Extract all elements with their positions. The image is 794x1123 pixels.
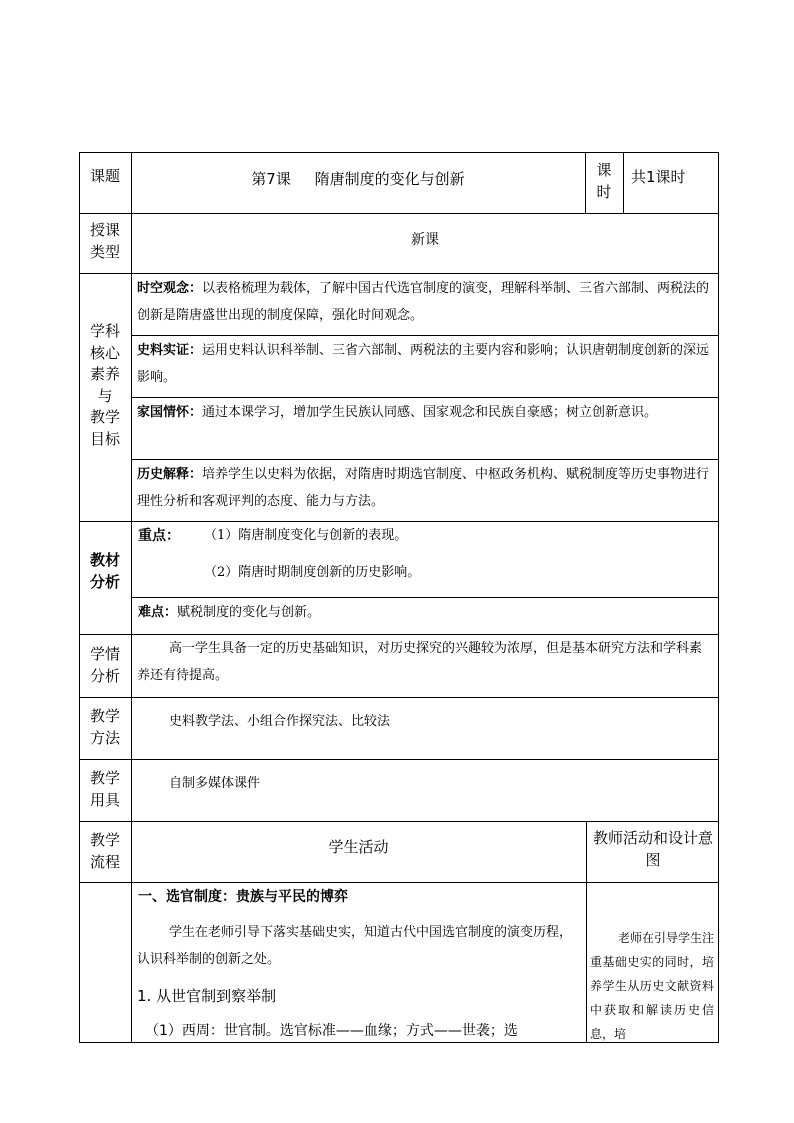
- topic-label: 课题: [89, 167, 120, 185]
- goal-item: [137, 275, 711, 329]
- student-analysis-text: 高一学生具备一定的历史基础知识，对历史探究的兴趣较为浓厚，但是基本研究方法和学科素养还有待提高。: [137, 641, 703, 683]
- row-divider: [79, 697, 719, 698]
- row-divider: [131, 397, 719, 398]
- hours-value: 共1课时: [631, 168, 686, 186]
- lesson-title: 第7课 隋唐制度的变化与创新: [251, 170, 465, 188]
- row-divider: [131, 459, 719, 460]
- row-divider: [79, 213, 719, 214]
- row-divider: [79, 521, 719, 522]
- row-divider: [131, 335, 719, 336]
- goals-label: 学科 核心 素养 与 教学 目标: [89, 322, 120, 448]
- difficulty-title: 难点：: [138, 605, 178, 620]
- goal-title: 时空观念：: [137, 281, 203, 296]
- section-heading: 一、选官制度：贵族与平民的博弈: [138, 889, 348, 905]
- analysis-label: 教材 分析: [89, 551, 120, 591]
- student-activity-header: 学生活动: [328, 838, 389, 856]
- goal-text: 以表格梳理为载体，了解中国古代选官制度的演变，理解科举制、三省六部制、两税法的创新是隋唐盛世出现的制度保障，强化时间观念。: [137, 281, 710, 323]
- row-divider: [79, 882, 719, 883]
- goal-text: 培养学生以史料为依据，对隋唐时期选官制度、中枢政务机构、赋税制度等历史事物进行理性分析和客观评判的态度、能力与方法。: [137, 467, 710, 509]
- row-divider: [79, 759, 719, 760]
- goal-title: 史料实证：: [137, 343, 203, 358]
- lesson-type-label: 授课 类型: [89, 221, 120, 261]
- section-intro: 学生在老师引导下落实基础史实，知道古代中国选官制度的演变历程，认识科举制的创新之处。: [137, 925, 573, 967]
- row-divider: [79, 821, 719, 822]
- methods-label: 教学 方法: [89, 707, 120, 747]
- methods-text: 史料教学法、小组合作探究法、比较法: [169, 714, 391, 729]
- teacher-note: 老师在引导学生注重基础史实的同时，培养学生从历史文献资料中获取和解读历史信息，培: [590, 931, 715, 1041]
- list-item: （1）西周：世官制。选官标准——血缘；方式——世袭；选: [145, 1023, 518, 1039]
- goal-text: 运用史料认识科举制、三省六部制、两税法的主要内容和影响；认识唐朝制度创新的深远影响。: [137, 343, 710, 385]
- tools-label: 教学 用具: [89, 769, 120, 809]
- tools-text: 自制多媒体课件: [169, 776, 261, 791]
- hours-label: 课 时: [596, 161, 612, 201]
- goal-title: 家国情怀：: [137, 405, 203, 420]
- goal-title: 历史解释：: [137, 467, 203, 482]
- column-divider: [623, 152, 624, 213]
- goal-item: [137, 337, 711, 391]
- key-points-title: 重点：: [138, 528, 180, 544]
- column-divider: [586, 821, 587, 1043]
- teacher-activity-header: 教师活动和设计意图: [593, 829, 714, 869]
- lesson-type-value: 新课: [411, 232, 439, 248]
- difficulty-text: 赋税制度的变化与创新。: [177, 605, 321, 620]
- process-label: 教学 流程: [89, 831, 120, 871]
- goal-item: [137, 399, 711, 426]
- key-point-1: （1）隋唐制度变化与创新的表现。: [204, 528, 408, 543]
- column-divider: [131, 152, 132, 1043]
- row-divider: [79, 273, 719, 274]
- difficulty: [138, 605, 320, 621]
- goal-item: [137, 461, 711, 515]
- student-analysis-label: 学情 分析: [89, 645, 120, 685]
- subheading: 1. 从世官制到察举制: [137, 987, 277, 1005]
- row-divider: [131, 597, 719, 598]
- key-point-2: （2）隋唐时期制度创新的历史影响。: [204, 565, 421, 580]
- goal-text: 通过本课学习，增加学生民族认同感、国家观念和民族自豪感；树立创新意识。: [202, 405, 658, 420]
